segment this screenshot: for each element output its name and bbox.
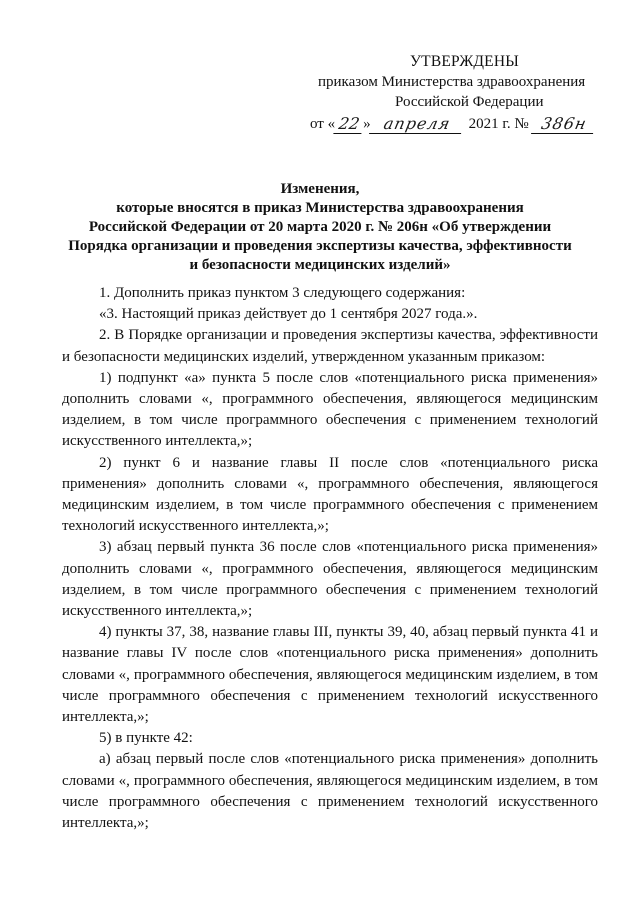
document-body — [62, 283, 598, 834]
title-line: Порядка организации и проведения экспертизы качества, эффективности — [68, 238, 572, 254]
paragraph: 1. Дополнить приказ пунктом 3 следующего содержания: — [99, 285, 466, 301]
paragraph: 2. В Порядке организации и проведения экспертизы качества, эффективности и безопасности медицинских изделий, утвержденном указанным приказом: — [62, 327, 598, 365]
handwritten-day: 22 — [333, 115, 364, 134]
paragraph: 4) пункты 37, 38, название главы III, пункты 39, 40, абзац первый пункта 41 и название главы IV после слов «потенциального риска применения» дополнить словами «, программного обеспечения, являющегося медицинским изделием, в том числе программного обеспечения с применением технологий искусственного интеллекта,»; — [62, 624, 598, 726]
paragraph: 5) в пункте 42: — [99, 730, 193, 747]
approval-federation-line: Российской Федерации — [395, 94, 544, 110]
title-line: которые вносятся в приказ Министерства здравоохранения — [116, 200, 524, 216]
approval-ministry-line: приказом Министерства здравоохранения — [318, 74, 586, 90]
approval-block — [310, 52, 610, 134]
date-prefix: от « — [310, 116, 336, 132]
date-year: 2021 г. № — [468, 116, 529, 132]
date-mid: » — [363, 116, 371, 132]
title-line: Российской Федерации от 20 марта 2020 г. № 206н «Об утверждении — [88, 219, 552, 235]
paragraph: а) абзац первый после слов «потенциального риска применения» дополнить словами «, программного обеспечения, являющегося медицинским изделием, в том числе программного обеспечения с применением технологий искусственного интеллекта,»; — [62, 751, 598, 832]
approval-date-line — [310, 114, 610, 134]
title-line: Изменения, — [280, 181, 360, 197]
handwritten-order-number: 386н — [531, 115, 597, 134]
title-line: и безопасности медицинских изделий» — [189, 257, 451, 273]
paragraph: 1) подпункт «а» пункта 5 после слов «потенциального риска применения» дополнить словами «, программного обеспечения, являющегося медицинским изделием, в том числе программного обеспечения с применением технологий искусственного интеллекта,»; — [62, 369, 598, 450]
paragraph: 2) пункт 6 и название главы II после слов «потенциального риска применения» дополнить словами «, программного обеспечения, являющегося медицинским изделием, в том числе программного обеспечения с применением технологий искусственного интеллекта,»; — [62, 454, 598, 535]
document-title — [30, 180, 610, 275]
handwritten-month: апреля — [369, 115, 465, 134]
approval-title: УТВЕРЖДЕНЫ — [410, 53, 519, 70]
paragraph: «3. Настоящий приказ действует до 1 сентября 2027 года.». — [99, 306, 478, 323]
paragraph: 3) абзац первый пункта 36 после слов «потенциального риска применения» дополнить словами «, программного обеспечения, являющегося медицинским изделием, в том числе программного обеспечения с применением технологий искусственного интеллекта,»; — [62, 539, 598, 620]
